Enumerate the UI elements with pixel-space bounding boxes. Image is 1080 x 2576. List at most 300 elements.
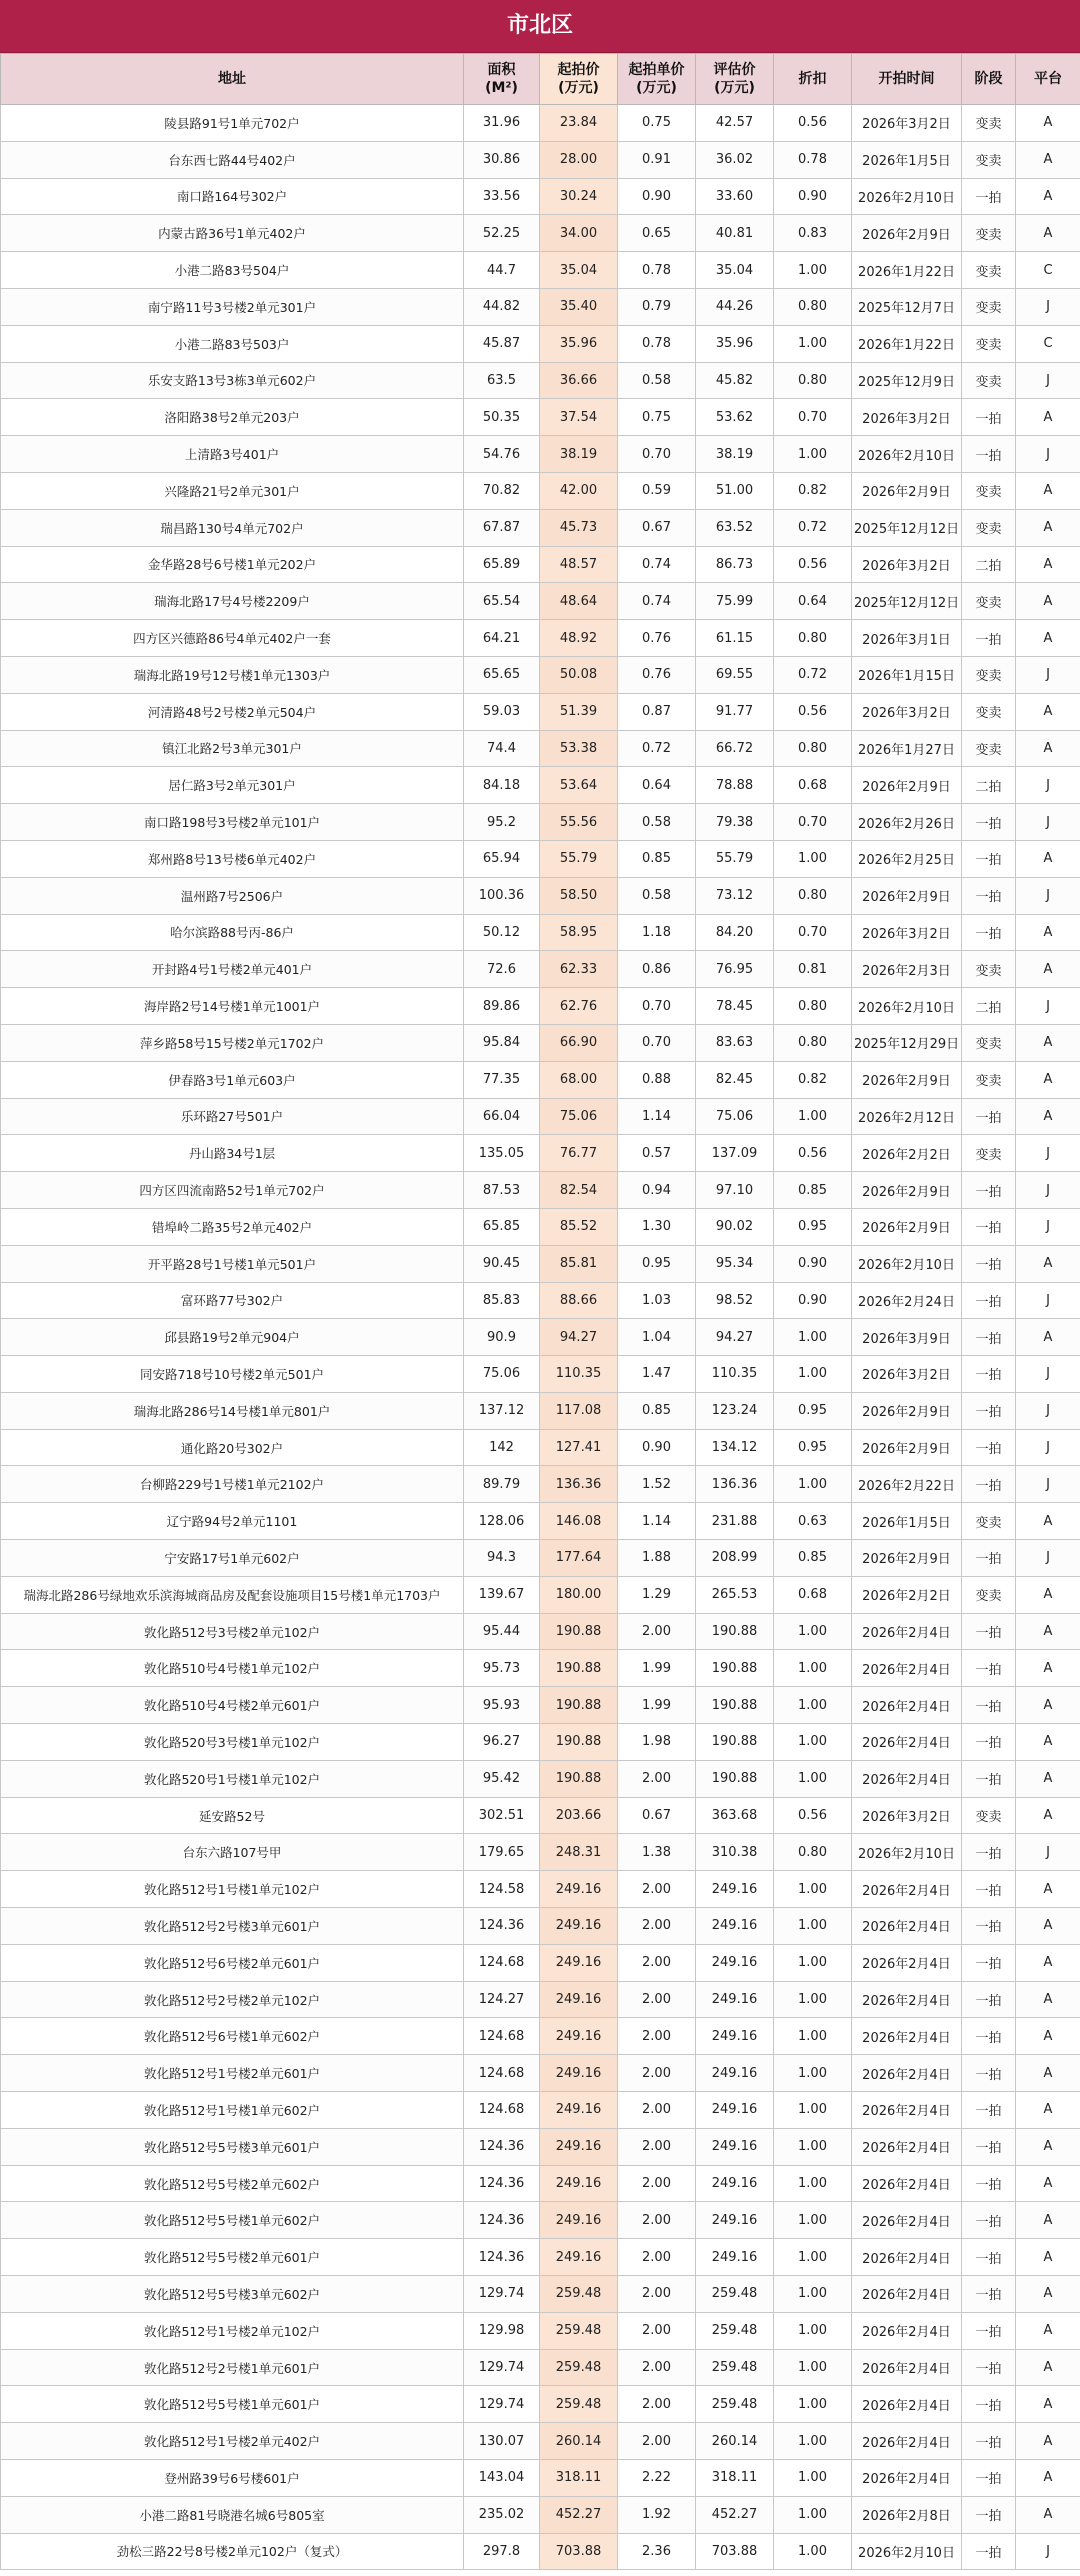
cell-address: 敦化路512号2号楼2单元102户 — [1, 1981, 464, 2018]
table-row — [1, 2460, 1080, 2497]
cell-area: 179.65 — [464, 1834, 540, 1871]
cell-platform: J — [1016, 1282, 1080, 1319]
cell-unit-price: 2.00 — [618, 2092, 696, 2129]
cell-unit-price: 1.92 — [618, 2496, 696, 2533]
cell-unit-price: 0.65 — [618, 215, 696, 252]
cell-unit-price: 2.00 — [618, 2055, 696, 2092]
cell-platform: A — [1016, 472, 1080, 509]
cell-start-price: 177.64 — [540, 1540, 618, 1577]
cell-address: 萍乡路58号15号楼2单元1702户 — [1, 1024, 464, 1061]
cell-area: 85.83 — [464, 1282, 540, 1319]
cell-area: 124.68 — [464, 2018, 540, 2055]
table-row — [1, 1503, 1080, 1540]
cell-stage: 一拍 — [962, 1540, 1016, 1577]
cell-unit-price: 0.90 — [618, 1429, 696, 1466]
cell-start-time: 2026年2月4日 — [852, 1908, 962, 1945]
cell-stage: 变卖 — [962, 1135, 1016, 1172]
cell-area: 84.18 — [464, 767, 540, 804]
cell-start-price: 30.24 — [540, 178, 618, 215]
cell-discount: 1.00 — [774, 1098, 852, 1135]
cell-start-price: 249.16 — [540, 2018, 618, 2055]
cell-start-time: 2026年2月9日 — [852, 1061, 962, 1098]
cell-start-time: 2025年12月12日 — [852, 509, 962, 546]
cell-discount: 0.78 — [774, 141, 852, 178]
cell-start-time: 2026年2月4日 — [852, 2055, 962, 2092]
cell-start-time: 2026年2月2日 — [852, 1576, 962, 1613]
cell-stage: 一拍 — [962, 1834, 1016, 1871]
cell-start-time: 2026年2月4日 — [852, 1944, 962, 1981]
cell-area: 65.54 — [464, 583, 540, 620]
cell-address: 敦化路512号1号楼2单元601户 — [1, 2055, 464, 2092]
cell-discount: 1.00 — [774, 1871, 852, 1908]
cell-discount: 1.00 — [774, 840, 852, 877]
cell-appraisal: 82.45 — [696, 1061, 774, 1098]
cell-appraisal: 249.16 — [696, 1944, 774, 1981]
cell-platform: A — [1016, 1613, 1080, 1650]
cell-start-time: 2026年2月4日 — [852, 2018, 962, 2055]
cell-appraisal: 190.88 — [696, 1760, 774, 1797]
table-row — [1, 252, 1080, 289]
cell-discount: 1.00 — [774, 2349, 852, 2386]
table-row — [1, 804, 1080, 841]
cell-start-price: 452.27 — [540, 2496, 618, 2533]
cell-start-price: 249.16 — [540, 1871, 618, 1908]
cell-stage: 变卖 — [962, 1061, 1016, 1098]
cell-appraisal: 97.10 — [696, 1172, 774, 1209]
table-row — [1, 215, 1080, 252]
cell-discount: 1.00 — [774, 252, 852, 289]
cell-stage: 变卖 — [962, 1797, 1016, 1834]
cell-discount: 0.56 — [774, 1135, 852, 1172]
cell-platform: A — [1016, 141, 1080, 178]
table-row — [1, 1061, 1080, 1098]
cell-platform: A — [1016, 1908, 1080, 1945]
cell-start-time: 2026年2月9日 — [852, 215, 962, 252]
cell-stage: 一拍 — [962, 1613, 1016, 1650]
cell-start-time: 2025年12月9日 — [852, 362, 962, 399]
col-header-start-price: 起拍价 (万元) — [540, 54, 618, 105]
cell-start-price: 55.56 — [540, 804, 618, 841]
cell-appraisal: 75.99 — [696, 583, 774, 620]
cell-area: 65.65 — [464, 656, 540, 693]
table-row — [1, 1172, 1080, 1209]
cell-unit-price: 1.03 — [618, 1282, 696, 1319]
table-row — [1, 436, 1080, 473]
page-title: 市北区 — [0, 0, 1080, 53]
cell-address: 台东西七路44号402户 — [1, 141, 464, 178]
cell-stage: 变卖 — [962, 951, 1016, 988]
table-row — [1, 1797, 1080, 1834]
cell-start-time: 2026年2月4日 — [852, 2202, 962, 2239]
cell-address: 敦化路512号2号楼3单元601户 — [1, 1908, 464, 1945]
cell-platform: A — [1016, 1650, 1080, 1687]
cell-appraisal: 73.12 — [696, 877, 774, 914]
cell-appraisal: 79.38 — [696, 804, 774, 841]
cell-discount: 0.68 — [774, 767, 852, 804]
cell-start-price: 88.66 — [540, 1282, 618, 1319]
cell-discount: 0.70 — [774, 804, 852, 841]
cell-unit-price: 0.67 — [618, 1797, 696, 1834]
cell-address: 敦化路512号5号楼1单元602户 — [1, 2202, 464, 2239]
table-row — [1, 325, 1080, 362]
cell-address: 邱县路19号2单元904户 — [1, 1319, 464, 1356]
cell-area: 95.73 — [464, 1650, 540, 1687]
cell-area: 124.36 — [464, 2202, 540, 2239]
cell-unit-price: 0.59 — [618, 472, 696, 509]
cell-appraisal: 249.16 — [696, 1908, 774, 1945]
cell-platform: C — [1016, 252, 1080, 289]
cell-start-time: 2026年2月9日 — [852, 767, 962, 804]
cell-unit-price: 0.78 — [618, 252, 696, 289]
cell-unit-price: 1.88 — [618, 1540, 696, 1577]
col-header-discount: 折扣 — [774, 54, 852, 105]
table-row — [1, 988, 1080, 1025]
cell-appraisal: 208.99 — [696, 1540, 774, 1577]
table-row — [1, 472, 1080, 509]
cell-stage: 一拍 — [962, 877, 1016, 914]
cell-address: 敦化路512号2号楼1单元601户 — [1, 2349, 464, 2386]
cell-unit-price: 0.85 — [618, 840, 696, 877]
cell-stage: 一拍 — [962, 2165, 1016, 2202]
cell-start-price: 35.04 — [540, 252, 618, 289]
cell-unit-price: 0.74 — [618, 583, 696, 620]
cell-address: 四方区兴德路86号4单元402户一套 — [1, 620, 464, 657]
cell-unit-price: 2.36 — [618, 2533, 696, 2570]
cell-stage: 二拍 — [962, 546, 1016, 583]
cell-start-price: 38.19 — [540, 436, 618, 473]
cell-discount: 0.90 — [774, 1282, 852, 1319]
cell-area: 70.82 — [464, 472, 540, 509]
cell-start-price: 85.81 — [540, 1245, 618, 1282]
cell-appraisal: 83.63 — [696, 1024, 774, 1061]
cell-area: 124.36 — [464, 2128, 540, 2165]
cell-area: 31.96 — [464, 105, 540, 142]
cell-start-time: 2026年2月4日 — [852, 1613, 962, 1650]
header-row — [1, 54, 1080, 105]
cell-stage: 一拍 — [962, 1356, 1016, 1393]
cell-start-price: 127.41 — [540, 1429, 618, 1466]
cell-start-time: 2026年2月26日 — [852, 804, 962, 841]
cell-area: 135.05 — [464, 1135, 540, 1172]
cell-unit-price: 2.00 — [618, 1981, 696, 2018]
cell-area: 89.86 — [464, 988, 540, 1025]
cell-area: 235.02 — [464, 2496, 540, 2533]
cell-discount: 0.80 — [774, 730, 852, 767]
cell-stage: 变卖 — [962, 215, 1016, 252]
cell-discount: 0.56 — [774, 546, 852, 583]
cell-stage: 一拍 — [962, 2239, 1016, 2276]
table-row — [1, 1098, 1080, 1135]
cell-appraisal: 42.57 — [696, 105, 774, 142]
cell-start-price: 259.48 — [540, 2386, 618, 2423]
cell-area: 52.25 — [464, 215, 540, 252]
cell-area: 63.5 — [464, 362, 540, 399]
cell-stage: 一拍 — [962, 1981, 1016, 2018]
cell-discount: 0.95 — [774, 1392, 852, 1429]
table-row — [1, 1576, 1080, 1613]
cell-area: 44.7 — [464, 252, 540, 289]
cell-appraisal: 75.06 — [696, 1098, 774, 1135]
cell-start-time: 2026年2月4日 — [852, 2386, 962, 2423]
cell-appraisal: 84.20 — [696, 914, 774, 951]
cell-area: 143.04 — [464, 2460, 540, 2497]
cell-discount: 0.80 — [774, 362, 852, 399]
cell-unit-price: 0.70 — [618, 1024, 696, 1061]
cell-address: 内蒙古路36号1单元402户 — [1, 215, 464, 252]
cell-appraisal: 98.52 — [696, 1282, 774, 1319]
cell-discount: 0.80 — [774, 1024, 852, 1061]
cell-appraisal: 136.36 — [696, 1466, 774, 1503]
cell-area: 124.27 — [464, 1981, 540, 2018]
cell-start-time: 2026年1月22日 — [852, 252, 962, 289]
cell-appraisal: 61.15 — [696, 620, 774, 657]
cell-start-time: 2026年1月5日 — [852, 141, 962, 178]
col-header-area: 面积 (M²) — [464, 54, 540, 105]
cell-appraisal: 249.16 — [696, 2128, 774, 2165]
table-row — [1, 105, 1080, 142]
cell-unit-price: 0.70 — [618, 988, 696, 1025]
cell-unit-price: 2.00 — [618, 1613, 696, 1650]
cell-area: 124.36 — [464, 2165, 540, 2202]
cell-start-price: 50.08 — [540, 656, 618, 693]
cell-stage: 变卖 — [962, 141, 1016, 178]
cell-address: 小港二路83号504户 — [1, 252, 464, 289]
table-row — [1, 509, 1080, 546]
cell-start-price: 249.16 — [540, 1944, 618, 1981]
cell-platform: A — [1016, 2202, 1080, 2239]
cell-unit-price: 1.47 — [618, 1356, 696, 1393]
cell-appraisal: 44.26 — [696, 288, 774, 325]
cell-address: 小港二路81号晓港名城6号805室 — [1, 2496, 464, 2533]
cell-platform: A — [1016, 1687, 1080, 1724]
cell-address: 南宁路11号3号楼2单元301户 — [1, 288, 464, 325]
cell-address: 南口路164号302户 — [1, 178, 464, 215]
cell-start-price: 260.14 — [540, 2423, 618, 2460]
cell-area: 77.35 — [464, 1061, 540, 1098]
cell-area: 142 — [464, 1429, 540, 1466]
cell-discount: 1.00 — [774, 1319, 852, 1356]
cell-appraisal: 69.55 — [696, 656, 774, 693]
cell-address: 敦化路512号1号楼1单元102户 — [1, 1871, 464, 1908]
cell-platform: A — [1016, 1098, 1080, 1135]
cell-start-price: 190.88 — [540, 1613, 618, 1650]
cell-platform: A — [1016, 730, 1080, 767]
cell-start-price: 58.95 — [540, 914, 618, 951]
cell-stage: 一拍 — [962, 2092, 1016, 2129]
table-row — [1, 2349, 1080, 2386]
cell-start-price: 190.88 — [540, 1760, 618, 1797]
cell-discount: 0.72 — [774, 509, 852, 546]
cell-platform: A — [1016, 2018, 1080, 2055]
cell-address: 居仁路3号2单元301户 — [1, 767, 464, 804]
cell-start-time: 2026年3月2日 — [852, 105, 962, 142]
table-row — [1, 877, 1080, 914]
cell-platform: A — [1016, 2349, 1080, 2386]
cell-start-price: 136.36 — [540, 1466, 618, 1503]
cell-start-time: 2026年3月1日 — [852, 620, 962, 657]
cell-discount: 1.00 — [774, 2018, 852, 2055]
cell-address: 敦化路512号3号楼2单元102户 — [1, 1613, 464, 1650]
col-header-appraisal: 评估价 (万元) — [696, 54, 774, 105]
cell-start-time: 2026年1月5日 — [852, 1503, 962, 1540]
cell-start-price: 75.06 — [540, 1098, 618, 1135]
cell-start-time: 2026年2月4日 — [852, 2092, 962, 2129]
cell-address: 富环路77号302户 — [1, 1282, 464, 1319]
cell-start-price: 248.31 — [540, 1834, 618, 1871]
cell-start-price: 249.16 — [540, 2055, 618, 2092]
cell-discount: 1.00 — [774, 1760, 852, 1797]
cell-start-price: 703.88 — [540, 2533, 618, 2570]
cell-area: 65.94 — [464, 840, 540, 877]
cell-platform: J — [1016, 804, 1080, 841]
cell-discount: 0.72 — [774, 656, 852, 693]
cell-start-time: 2026年2月9日 — [852, 472, 962, 509]
table-row — [1, 730, 1080, 767]
table-row — [1, 2018, 1080, 2055]
cell-discount: 0.80 — [774, 877, 852, 914]
cell-address: 洛阳路38号2单元203户 — [1, 399, 464, 436]
cell-unit-price: 0.86 — [618, 951, 696, 988]
table-row — [1, 1429, 1080, 1466]
cell-start-time: 2026年3月2日 — [852, 914, 962, 951]
cell-start-time: 2026年3月2日 — [852, 693, 962, 730]
cell-platform: A — [1016, 620, 1080, 657]
cell-start-time: 2026年2月2日 — [852, 1135, 962, 1172]
cell-area: 95.42 — [464, 1760, 540, 1797]
cell-appraisal: 123.24 — [696, 1392, 774, 1429]
cell-unit-price: 1.38 — [618, 1834, 696, 1871]
table-row — [1, 2533, 1080, 2570]
cell-address: 敦化路512号5号楼3单元601户 — [1, 2128, 464, 2165]
cell-discount: 1.00 — [774, 2496, 852, 2533]
cell-area: 45.87 — [464, 325, 540, 362]
cell-unit-price: 0.91 — [618, 141, 696, 178]
table-row — [1, 1024, 1080, 1061]
cell-address: 敦化路512号6号楼2单元601户 — [1, 1944, 464, 1981]
cell-appraisal: 110.35 — [696, 1356, 774, 1393]
cell-stage: 一拍 — [962, 1245, 1016, 1282]
cell-unit-price: 2.00 — [618, 2202, 696, 2239]
cell-unit-price: 0.58 — [618, 804, 696, 841]
cell-start-price: 190.88 — [540, 1650, 618, 1687]
cell-platform: A — [1016, 509, 1080, 546]
cell-start-price: 34.00 — [540, 215, 618, 252]
cell-appraisal: 38.19 — [696, 436, 774, 473]
cell-discount: 0.82 — [774, 1061, 852, 1098]
table-row — [1, 2496, 1080, 2533]
cell-start-price: 62.76 — [540, 988, 618, 1025]
cell-appraisal: 703.88 — [696, 2533, 774, 2570]
cell-stage: 一拍 — [962, 1429, 1016, 1466]
cell-discount: 1.00 — [774, 1724, 852, 1761]
cell-address: 陵县路91号1单元702户 — [1, 105, 464, 142]
cell-appraisal: 63.52 — [696, 509, 774, 546]
table-row — [1, 1466, 1080, 1503]
cell-discount: 0.68 — [774, 1576, 852, 1613]
cell-start-time: 2026年2月4日 — [852, 2128, 962, 2165]
cell-start-time: 2026年2月4日 — [852, 2165, 962, 2202]
cell-address: 敦化路510号4号楼2单元601户 — [1, 1687, 464, 1724]
cell-unit-price: 0.90 — [618, 178, 696, 215]
cell-discount: 1.00 — [774, 2460, 852, 2497]
cell-discount: 0.70 — [774, 914, 852, 951]
cell-platform: A — [1016, 215, 1080, 252]
cell-platform: A — [1016, 2423, 1080, 2460]
cell-discount: 0.82 — [774, 472, 852, 509]
cell-start-time: 2026年2月4日 — [852, 1760, 962, 1797]
cell-stage: 一拍 — [962, 2018, 1016, 2055]
cell-stage: 变卖 — [962, 1503, 1016, 1540]
table-row — [1, 951, 1080, 988]
cell-discount: 0.90 — [774, 1245, 852, 1282]
cell-unit-price: 2.00 — [618, 2018, 696, 2055]
table-row — [1, 767, 1080, 804]
table-row — [1, 1760, 1080, 1797]
table-row — [1, 693, 1080, 730]
cell-start-time: 2026年2月10日 — [852, 1834, 962, 1871]
cell-platform: A — [1016, 2386, 1080, 2423]
table-row — [1, 2423, 1080, 2460]
cell-unit-price: 0.67 — [618, 509, 696, 546]
cell-start-time: 2026年2月3日 — [852, 951, 962, 988]
cell-start-price: 53.64 — [540, 767, 618, 804]
cell-discount: 1.00 — [774, 1466, 852, 1503]
cell-stage: 一拍 — [962, 2128, 1016, 2165]
cell-stage: 一拍 — [962, 1208, 1016, 1245]
cell-unit-price: 0.64 — [618, 767, 696, 804]
cell-start-time: 2026年2月10日 — [852, 1245, 962, 1282]
cell-unit-price: 0.58 — [618, 877, 696, 914]
cell-start-price: 53.38 — [540, 730, 618, 767]
cell-area: 95.44 — [464, 1613, 540, 1650]
cell-appraisal: 95.34 — [696, 1245, 774, 1282]
cell-address: 小港二路83号503户 — [1, 325, 464, 362]
cell-stage: 一拍 — [962, 1098, 1016, 1135]
cell-address: 瑞海北路286号绿地欢乐滨海城商品房及配套设施项目15号楼1单元1703户 — [1, 1576, 464, 1613]
cell-start-price: 42.00 — [540, 472, 618, 509]
cell-start-time: 2026年2月22日 — [852, 1466, 962, 1503]
cell-appraisal: 363.68 — [696, 1797, 774, 1834]
cell-address: 上清路3号401户 — [1, 436, 464, 473]
table-row — [1, 2386, 1080, 2423]
cell-appraisal: 249.16 — [696, 1871, 774, 1908]
cell-address: 敦化路512号5号楼1单元601户 — [1, 2386, 464, 2423]
cell-appraisal: 249.16 — [696, 2055, 774, 2092]
cell-platform: J — [1016, 1208, 1080, 1245]
cell-start-time: 2026年2月4日 — [852, 2349, 962, 2386]
cell-platform: A — [1016, 546, 1080, 583]
cell-start-price: 190.88 — [540, 1687, 618, 1724]
cell-start-time: 2026年3月2日 — [852, 1356, 962, 1393]
cell-platform: J — [1016, 1466, 1080, 1503]
cell-stage: 一拍 — [962, 914, 1016, 951]
cell-address: 兴隆路21号2单元301户 — [1, 472, 464, 509]
cell-address: 敦化路512号1号楼2单元102户 — [1, 2312, 464, 2349]
cell-start-price: 82.54 — [540, 1172, 618, 1209]
cell-start-time: 2026年2月12日 — [852, 1098, 962, 1135]
cell-area: 59.03 — [464, 693, 540, 730]
cell-start-time: 2026年2月9日 — [852, 1172, 962, 1209]
cell-stage: 一拍 — [962, 178, 1016, 215]
cell-discount: 0.80 — [774, 988, 852, 1025]
cell-discount: 0.56 — [774, 1797, 852, 1834]
cell-area: 124.68 — [464, 1944, 540, 1981]
cell-unit-price: 0.76 — [618, 620, 696, 657]
cell-start-time: 2026年2月10日 — [852, 436, 962, 473]
cell-unit-price: 2.00 — [618, 1944, 696, 1981]
cell-start-price: 23.84 — [540, 105, 618, 142]
table-row — [1, 1208, 1080, 1245]
